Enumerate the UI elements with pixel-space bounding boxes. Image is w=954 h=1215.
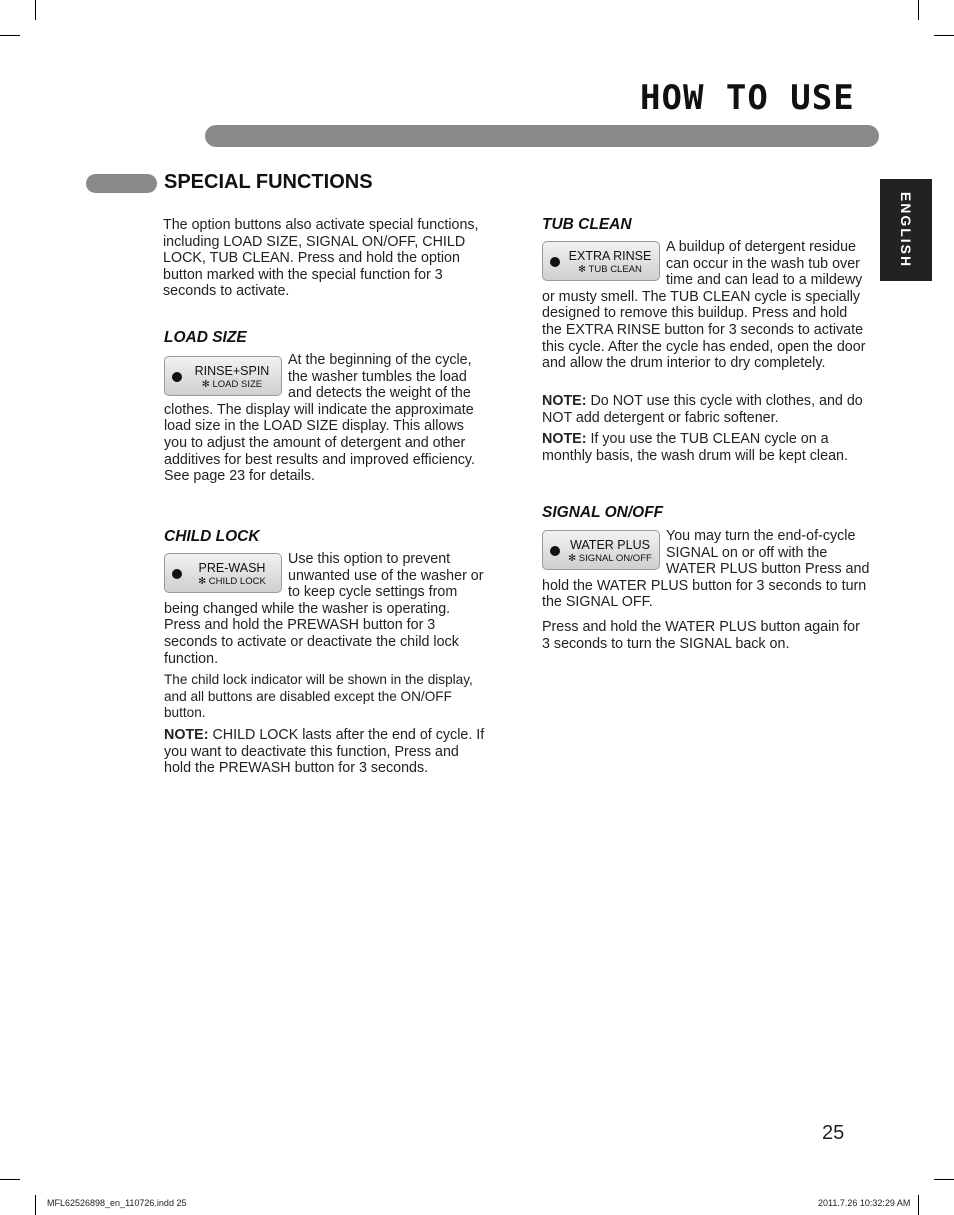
crop-mark	[35, 1195, 36, 1215]
crop-mark	[934, 1179, 954, 1180]
footer-file: MFL62526898_en_110726.indd 25	[47, 1198, 187, 1208]
tub-clean-note-2	[542, 431, 867, 464]
footer-timestamp: 2011.7.26 10:32:29 AM	[818, 1198, 911, 1208]
button-label: EXTRA RINSE	[568, 249, 652, 263]
indicator-dot	[172, 372, 182, 382]
header-bar	[205, 125, 879, 147]
tub-clean-heading: TUB CLEAN	[542, 216, 632, 233]
button-sublabel: ✻ SIGNAL ON/OFF	[568, 553, 652, 564]
indicator-dot	[550, 257, 560, 267]
crop-mark	[934, 35, 954, 36]
note-label: NOTE:	[542, 431, 587, 447]
language-tab-label: ENGLISH	[898, 191, 914, 269]
language-tab	[880, 179, 932, 281]
tub-clean-note-1	[542, 393, 867, 426]
button-label: PRE-WASH	[198, 561, 266, 575]
page-header-title: HOW TO USE	[640, 78, 855, 118]
button-sublabel: ✻ TUB CLEAN	[578, 264, 642, 275]
section-pill	[86, 174, 157, 193]
rinse-spin-button	[164, 356, 282, 396]
extra-rinse-button	[542, 241, 660, 281]
page-number: 25	[822, 1122, 845, 1144]
load-size-heading: LOAD SIZE	[164, 329, 247, 346]
child-lock-note	[164, 727, 489, 777]
button-label: WATER PLUS	[570, 538, 650, 552]
crop-mark	[0, 1179, 20, 1180]
note-text: CHILD LOCK lasts after the end of cycle. If you want to deactivate this function, Press and hold the PREWASH button for 3 seconds.	[164, 727, 485, 777]
note-text: If you use the TUB CLEAN cycle on a monthly basis, the wash drum will be kept clean.	[542, 431, 848, 464]
child-lock-heading: CHILD LOCK	[164, 528, 260, 545]
section-title: SPECIAL FUNCTIONS	[164, 171, 373, 193]
button-label: RINSE+SPIN	[194, 364, 270, 378]
note-text: Do NOT use this cycle with clothes, and do NOT add detergent or fabric softener.	[542, 393, 863, 426]
signal-text-2: Press and hold the WATER PLUS button again for 3 seconds to turn the SIGNAL back on.	[542, 619, 860, 652]
tub-clean-text: A buildup of detergent residue can occur in the wash tub over time and can lead to a mildewy or musty smell. The TUB CLEAN cycle is specially designed to remove this buildup. Press and hold the EXTRA RINSE button for 3 seconds to activate this cycle. After the cycle has ended, open the door and allow the drum interior to dry completely.	[542, 239, 866, 372]
button-sublabel: ✻ CHILD LOCK	[198, 576, 266, 587]
load-size-text: At the beginning of the cycle, the washer tumbles the load and detects the weight of the clothes. The display will indicate the approximate load size in the LOAD SIZE display. This allows you to adjust the amount of detergent and other additives for best results and improved efficiency. See page 23 for details.	[164, 352, 475, 485]
water-plus-button	[542, 530, 660, 570]
indicator-dot	[172, 569, 182, 579]
crop-mark	[0, 35, 20, 36]
crop-mark	[918, 0, 919, 20]
intro-text: The option buttons also activate special functions, including LOAD SIZE, SIGNAL ON/OFF, CHILD LOCK, TUB CLEAN. Press and hold the option button marked with the special function for 3 seconds to activate.	[163, 217, 479, 300]
button-sublabel: ✻ LOAD SIZE	[201, 379, 263, 390]
pre-wash-button	[164, 553, 282, 593]
indicator-dot	[550, 546, 560, 556]
child-lock-text-2: The child lock indicator will be shown in the display, and all buttons are disabled except the ON/OFF button.	[164, 672, 473, 721]
signal-heading: SIGNAL ON/OFF	[542, 504, 664, 521]
child-lock-text: Use this option to prevent unwanted use of the washer or to keep cycle settings from being changed while the washer is operating. Press and hold the PREWASH button for 3 seconds to activate or deactivate the child lock function.	[164, 551, 484, 667]
crop-mark	[918, 1195, 919, 1215]
signal-text: You may turn the end-of-cycle SIGNAL on or off with the WATER PLUS button Press and hold the WATER PLUS button for 3 seconds to turn the SIGNAL OFF.	[542, 528, 870, 611]
note-label: NOTE:	[542, 393, 587, 409]
crop-mark	[35, 0, 36, 20]
note-label: NOTE:	[164, 727, 209, 743]
